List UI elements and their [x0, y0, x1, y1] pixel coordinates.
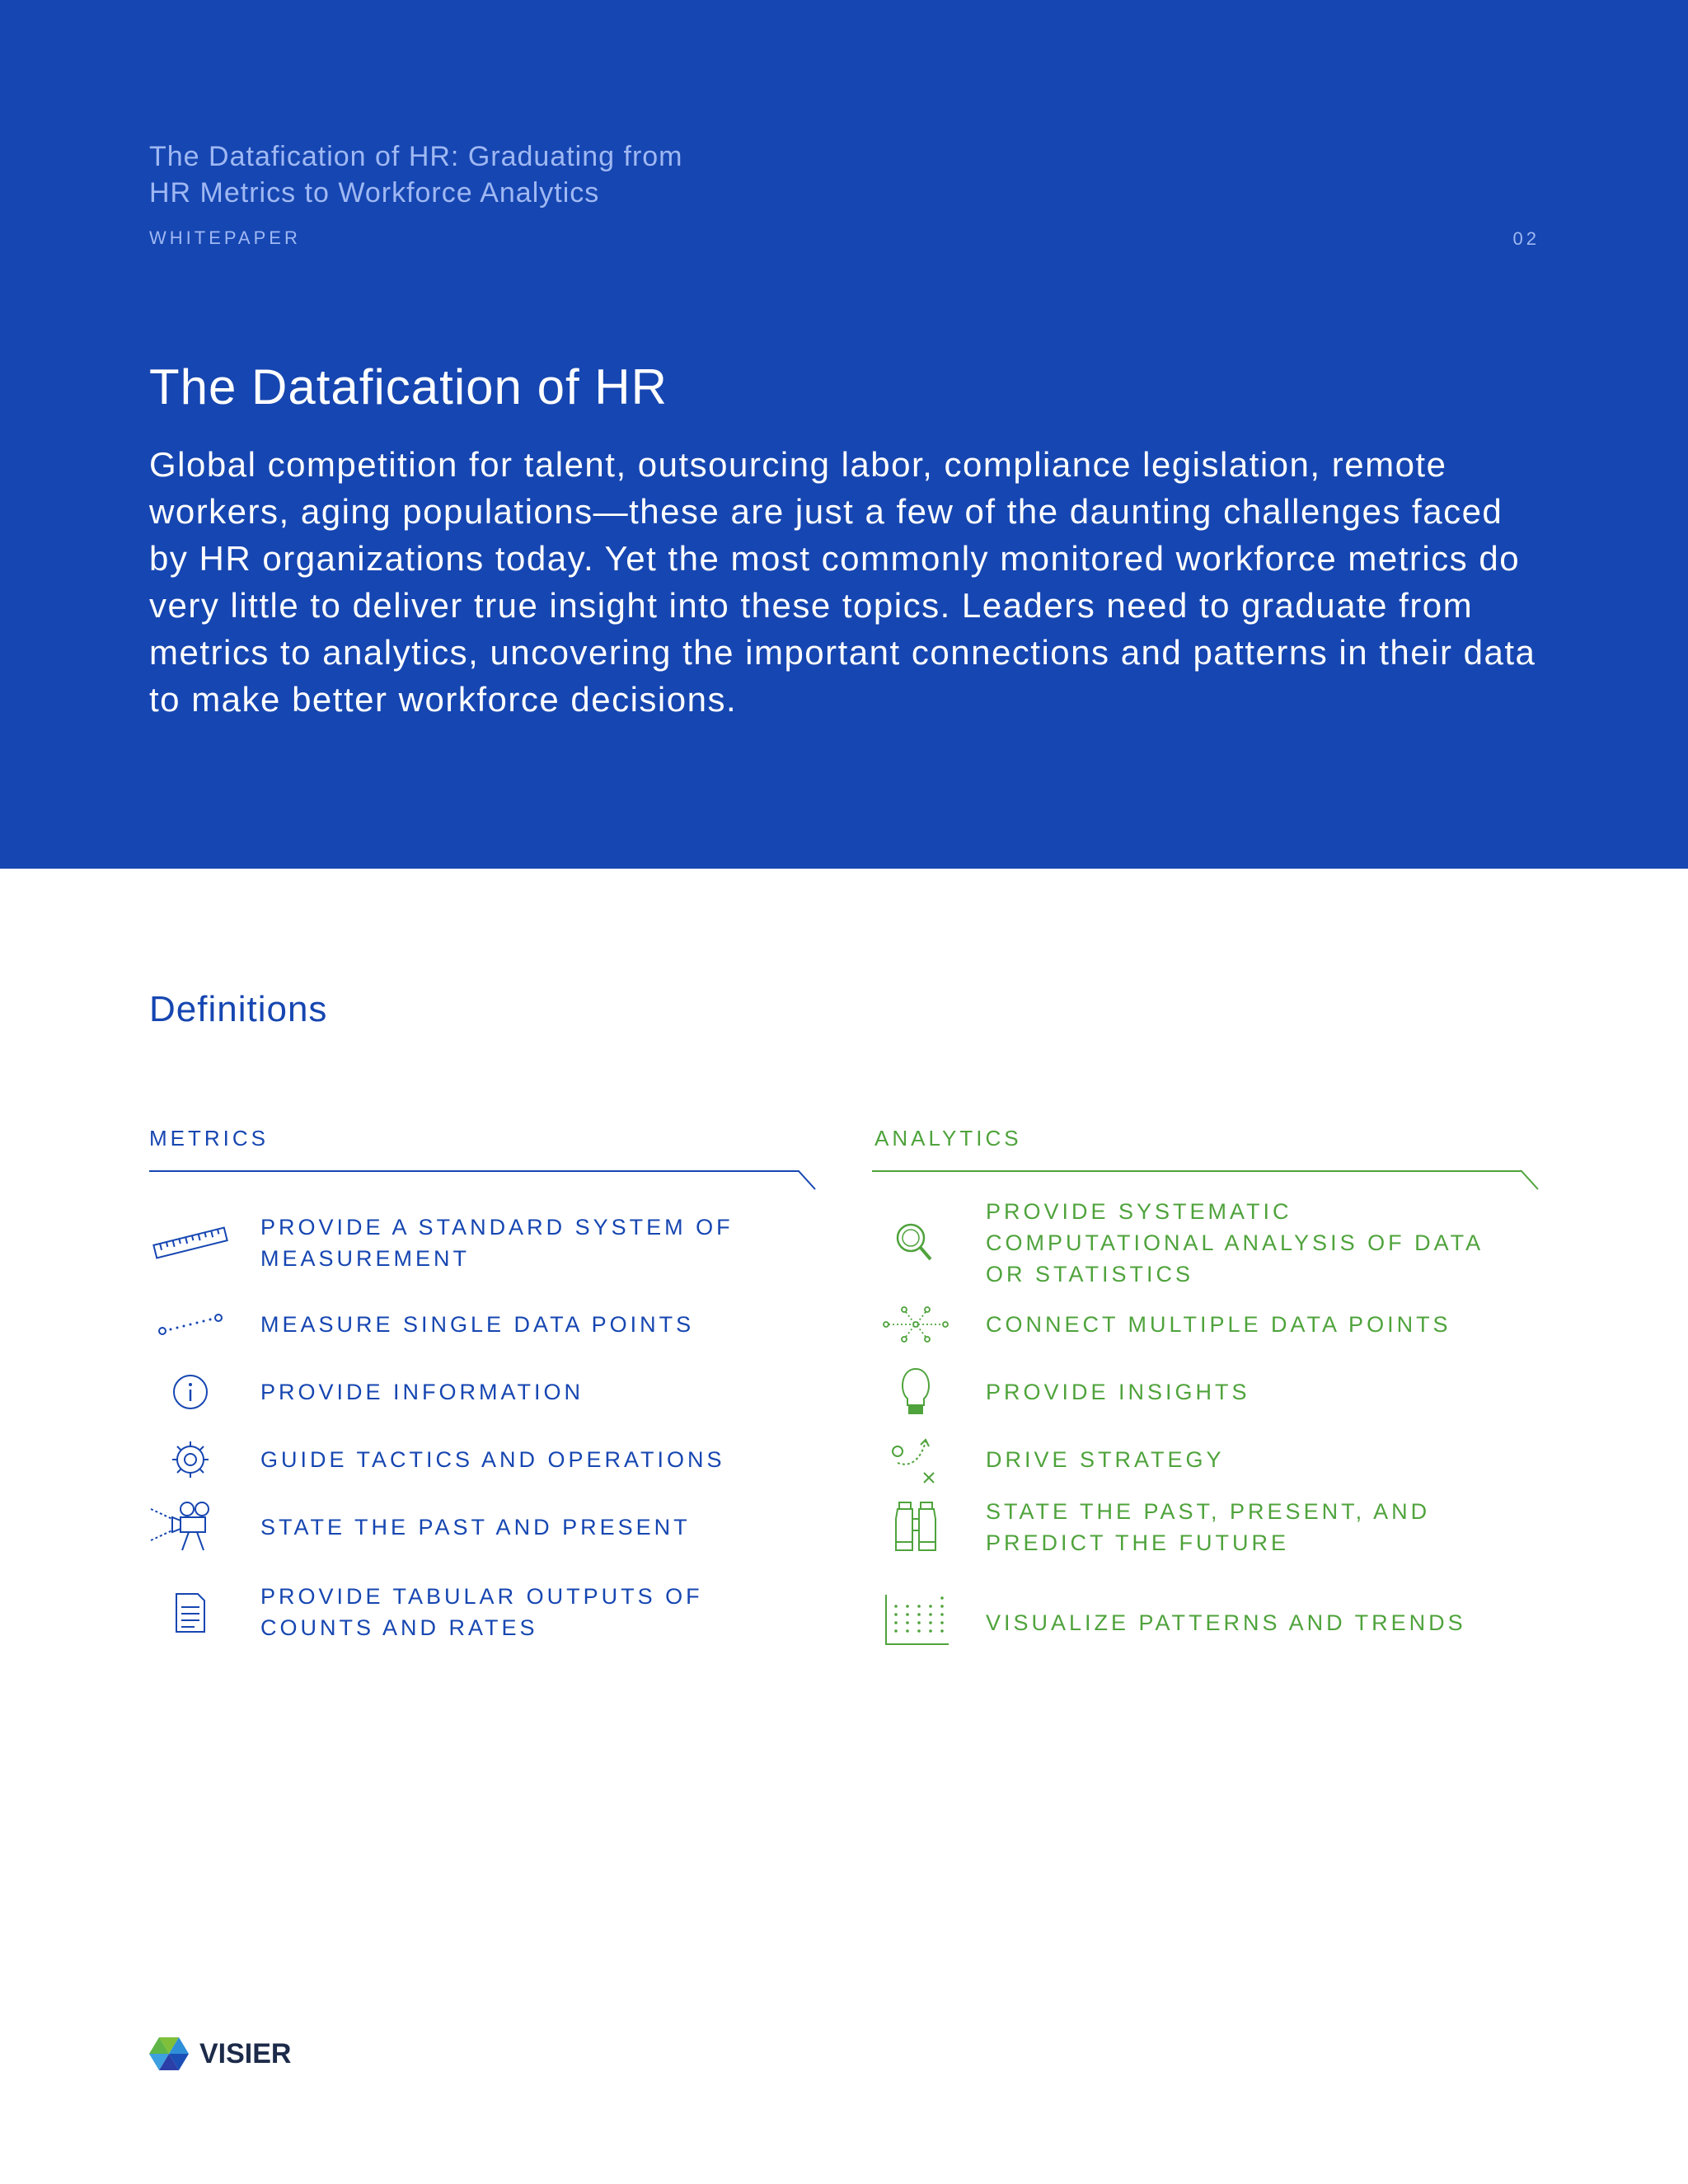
projector-icon	[149, 1494, 232, 1560]
ruler-icon	[149, 1210, 232, 1276]
visier-logo-icon	[149, 2036, 189, 2072]
lightbulb-icon	[874, 1359, 957, 1425]
binoculars-icon	[874, 1494, 957, 1560]
definitions-title: Definitions	[149, 989, 328, 1029]
metrics-item-text: MEASURE SINGLE DATA POINTS	[260, 1312, 695, 1337]
document-type: WHITEPAPER	[149, 227, 301, 248]
document-icon	[149, 1579, 232, 1645]
analytics-item	[874, 1427, 1550, 1493]
visier-logo-text: VISIER	[199, 2038, 292, 2069]
document-title-line-1: The Datafication of HR: Graduating from	[149, 141, 683, 172]
metrics-item	[149, 1427, 825, 1493]
metrics-item	[149, 1291, 825, 1357]
analytics-item	[874, 1199, 1550, 1286]
metrics-item-text: GUIDE TACTICS AND OPERATIONS	[260, 1447, 725, 1472]
analytics-item-text: VISUALIZE PATTERNS AND TRENDS	[986, 1610, 1466, 1635]
magnifier-icon	[874, 1210, 957, 1276]
metrics-item	[149, 1210, 825, 1276]
page-number: 02	[1512, 228, 1540, 249]
metrics-item	[149, 1494, 825, 1560]
data-point-icon	[149, 1291, 232, 1357]
analytics-item-text: DRIVE STRATEGY	[986, 1447, 1225, 1472]
analytics-heading: ANALYTICS	[874, 1126, 1022, 1151]
hero-banner	[0, 0, 1688, 869]
analytics-item-text: PROVIDE SYSTEMATIC COMPUTATIONAL ANALYSIS OF DATA OR STATISTICS	[986, 1199, 1483, 1286]
metrics-divider	[149, 1169, 817, 1193]
analytics-item	[874, 1359, 1550, 1425]
network-icon	[874, 1291, 957, 1357]
hero-paragraph: Global competition for talent, outsourcing labor, compliance legislation, remote workers, aging populations—these are just a few of the daunting challenges faced by HR organizations today. Yet the most commonly monitored workforce metrics do very little to deliver true insight into these topics. Leaders need to graduate from metrics to analytics, uncovering the important connections and patterns in their data to make better workforce decisions.	[149, 445, 1536, 719]
analytics-item-text: STATE THE PAST, PRESENT, AND PREDICT THE FUTURE	[986, 1499, 1431, 1555]
metrics-item	[149, 1359, 825, 1425]
info-icon	[149, 1359, 232, 1425]
document-title-line-2: HR Metrics to Workforce Analytics	[149, 177, 600, 209]
document-title	[149, 138, 891, 211]
analytics-item	[874, 1590, 1550, 1656]
gear-icon	[149, 1427, 232, 1493]
analytics-item-text: CONNECT MULTIPLE DATA POINTS	[986, 1312, 1451, 1337]
analytics-item-text: PROVIDE INSIGHTS	[986, 1380, 1250, 1404]
analytics-item	[874, 1494, 1550, 1560]
scatter-chart-icon	[874, 1590, 957, 1656]
metrics-item-text: STATE THE PAST AND PRESENT	[260, 1515, 691, 1540]
metrics-item-text: PROVIDE A STANDARD SYSTEM OF MEASUREMENT	[260, 1215, 734, 1271]
analytics-divider	[872, 1169, 1540, 1193]
strategy-icon	[874, 1427, 957, 1493]
analytics-item	[874, 1291, 1550, 1357]
hero-title: The Datafication of HR	[149, 359, 668, 415]
metrics-heading: METRICS	[149, 1126, 269, 1151]
metrics-item-text: PROVIDE TABULAR OUTPUTS OF COUNTS AND RATES	[260, 1584, 703, 1640]
metrics-item-text: PROVIDE INFORMATION	[260, 1380, 584, 1404]
metrics-item	[149, 1579, 825, 1645]
